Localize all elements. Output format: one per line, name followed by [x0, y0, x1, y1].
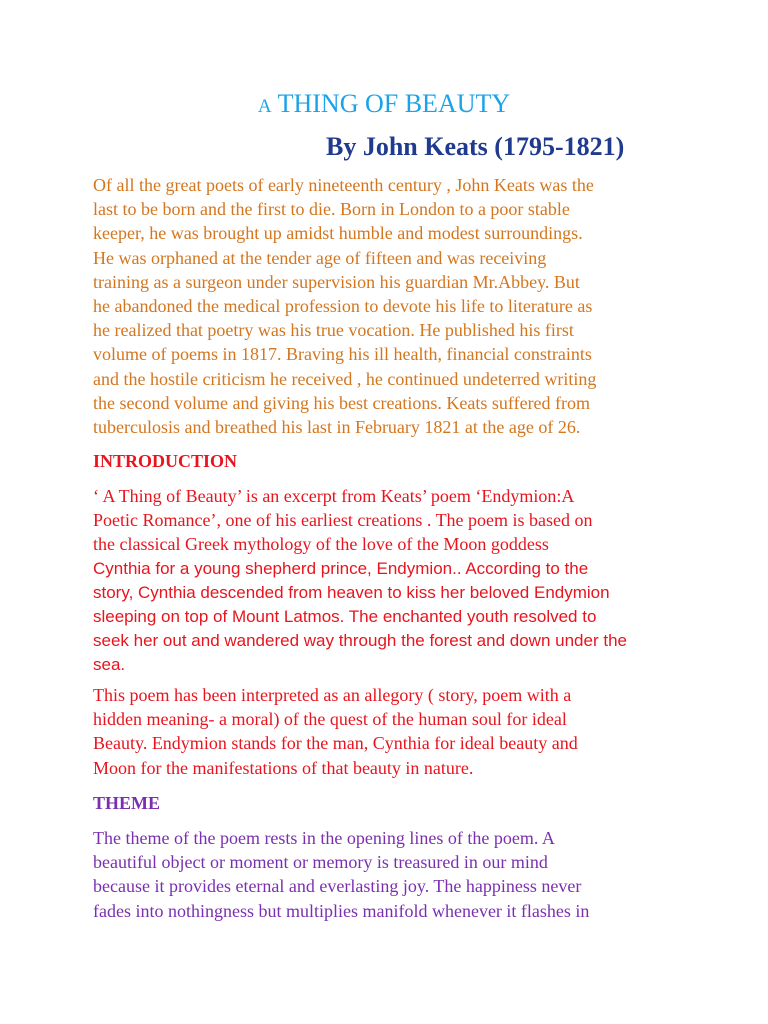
theme-paragraph [93, 826, 681, 923]
allegory-paragraph [93, 683, 681, 780]
bio-line: and the hostile criticism he received , he continued undeterred writing [93, 368, 597, 389]
bio-line: Of all the great poets of early nineteenth century , John Keats was the [93, 175, 594, 195]
title-first-letter: A [257, 96, 272, 117]
theme-line: fades into nothingness but multiplies manifold whenever it flashes in [93, 900, 590, 921]
intro-line: seek her out and wandered way through the forest and down under the [93, 631, 627, 651]
theme-line: because it provides eternal and everlasting joy. The happiness never [93, 876, 582, 897]
intro-line: sea. [93, 655, 126, 675]
document-title [0, 88, 768, 123]
intro-line: ‘ A Thing of Beauty’ is an excerpt from Keats’ poem ‘Endymion:A [93, 486, 575, 506]
bio-line: tuberculosis and breathed his last in February 1821 at the age of 26. [93, 417, 581, 438]
allegory-line: Beauty. Endymion stands for the man, Cynthia for ideal beauty and [93, 733, 578, 754]
allegory-line: hidden meaning- a moral) of the quest of the human soul for ideal [93, 709, 567, 730]
theme-line: beautiful object or moment or memory is treasured in our mind [93, 852, 548, 873]
intro-line: story, Cynthia descended from heaven to kiss her beloved Endymion [93, 582, 610, 602]
bio-line: volume of poems in 1817. Braving his ill health, financial constraints [93, 344, 592, 365]
theme-heading: THEME [93, 793, 161, 813]
allegory-line: This poem has been interpreted as an allegory ( story, poem with a [93, 685, 572, 705]
bio-line: the second volume and giving his best creations. Keats suffered from [93, 392, 591, 413]
intro-line: Poetic Romance’, one of his earliest creations . The poem is based on [93, 510, 593, 531]
bio-line: keeper, he was brought up amidst humble and modest surroundings. [93, 223, 583, 244]
allegory-line: Moon for the manifestations of that beauty in nature. [93, 757, 474, 778]
bio-line: he realized that poetry was his true vocation. He published his first [93, 320, 574, 341]
theme-line: The theme of the poem rests in the opening lines of the poem. A [93, 828, 555, 848]
bio-line: He was orphaned at the tender age of fifteen and was receiving [93, 247, 547, 268]
intro-line: sleeping on top of Mount Latmos. The enchanted youth resolved to [93, 607, 597, 627]
bio-line: last to be born and the first to die. Born in London to a poor stable [93, 199, 570, 220]
intro-line: Cynthia for a young shepherd prince, Endymion.. According to the [93, 558, 589, 578]
author-byline: By John Keats (1795-1821) [326, 132, 625, 161]
bio-line: he abandoned the medical profession to devote his life to literature as [93, 296, 593, 317]
introduction-paragraph [93, 484, 681, 678]
introduction-heading: INTRODUCTION [93, 451, 238, 471]
biography-paragraph [93, 173, 681, 439]
title-text: THING OF BEAUTY [271, 89, 511, 118]
intro-line: the classical Greek mythology of the love of the Moon goddess [93, 534, 549, 555]
bio-line: training as a surgeon under supervision his guardian Mr.Abbey. But [93, 271, 580, 292]
